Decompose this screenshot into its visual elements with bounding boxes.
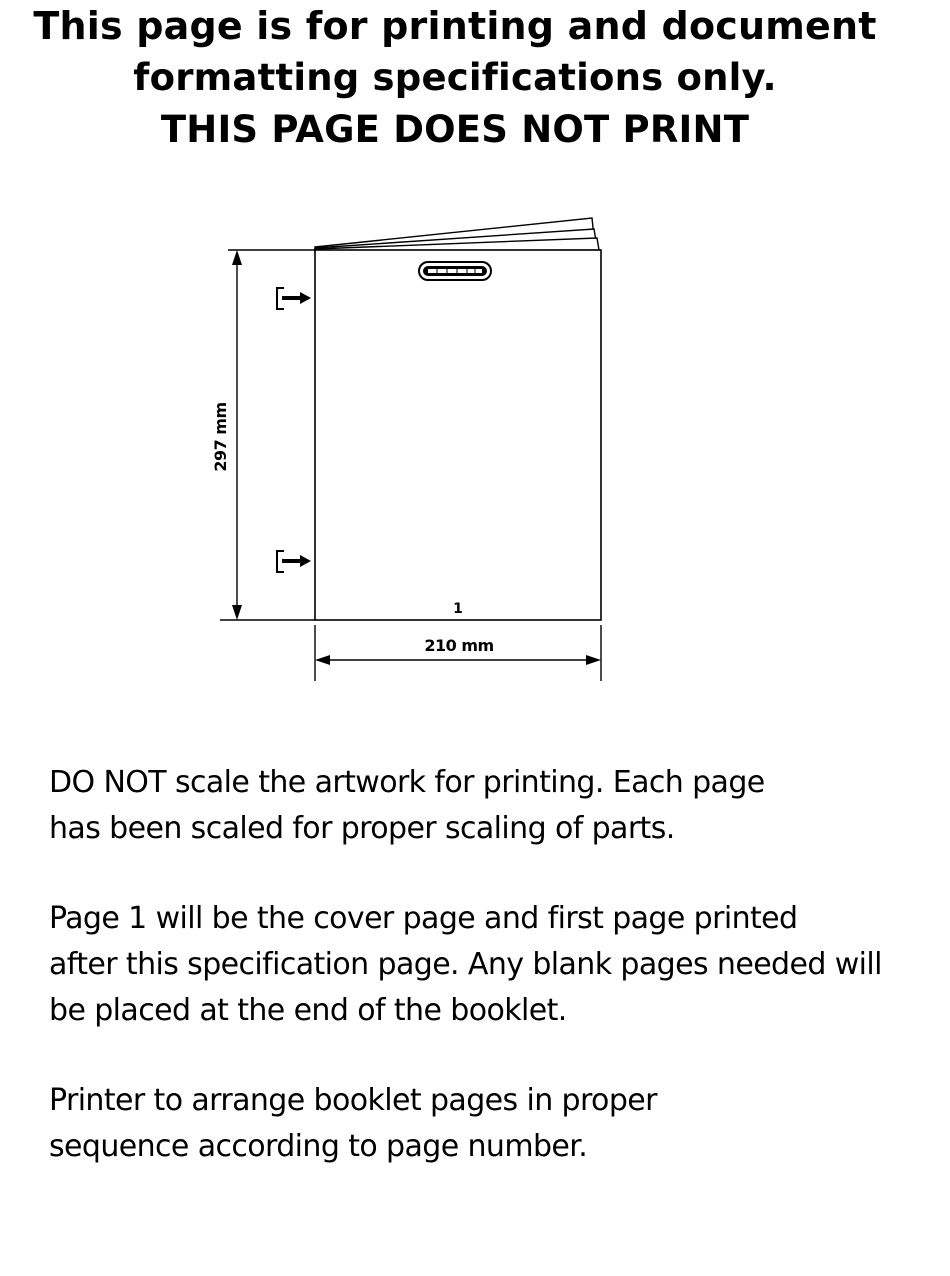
paragraph-line: Printer to arrange booklet pages in proper (49, 1083, 657, 1118)
booklet-diagram-svg (190, 205, 620, 695)
booklet-diagram (190, 205, 620, 695)
paragraph-line: after this specification page. Any blank pages needed will (49, 947, 882, 982)
paragraph-line: Page 1 will be the cover page and first page printed (49, 901, 798, 936)
paragraph-line: DO NOT scale the artwork for printing. Each page (49, 765, 765, 800)
paragraph-line: be placed at the end of the booklet. (49, 993, 567, 1028)
width-label: 210 mm (424, 636, 494, 655)
paragraph-line: has been scaled for proper scaling of parts. (49, 811, 675, 846)
header-line-3: THIS PAGE DOES NOT PRINT (160, 108, 750, 151)
height-label: 297 mm (211, 402, 230, 472)
fanned-pages (315, 218, 599, 252)
brand-logo-icon (419, 262, 491, 280)
instruction-paragraph-sequence (49, 1078, 929, 1170)
instruction-paragraph-scaling (49, 760, 929, 852)
instructions (49, 760, 929, 1214)
header-line-2: formatting specifications only. (133, 56, 777, 99)
paragraph-line: sequence according to page number. (49, 1129, 588, 1164)
spec-header (0, 0, 910, 156)
booklet-cover-page (315, 250, 601, 620)
staple-arrow-icon (277, 288, 311, 309)
header-line-1: This page is for printing and document (33, 4, 877, 48)
cover-page-number: 1 (453, 601, 463, 617)
instruction-paragraph-cover (49, 896, 929, 1034)
staple-arrow-icon (277, 551, 311, 572)
